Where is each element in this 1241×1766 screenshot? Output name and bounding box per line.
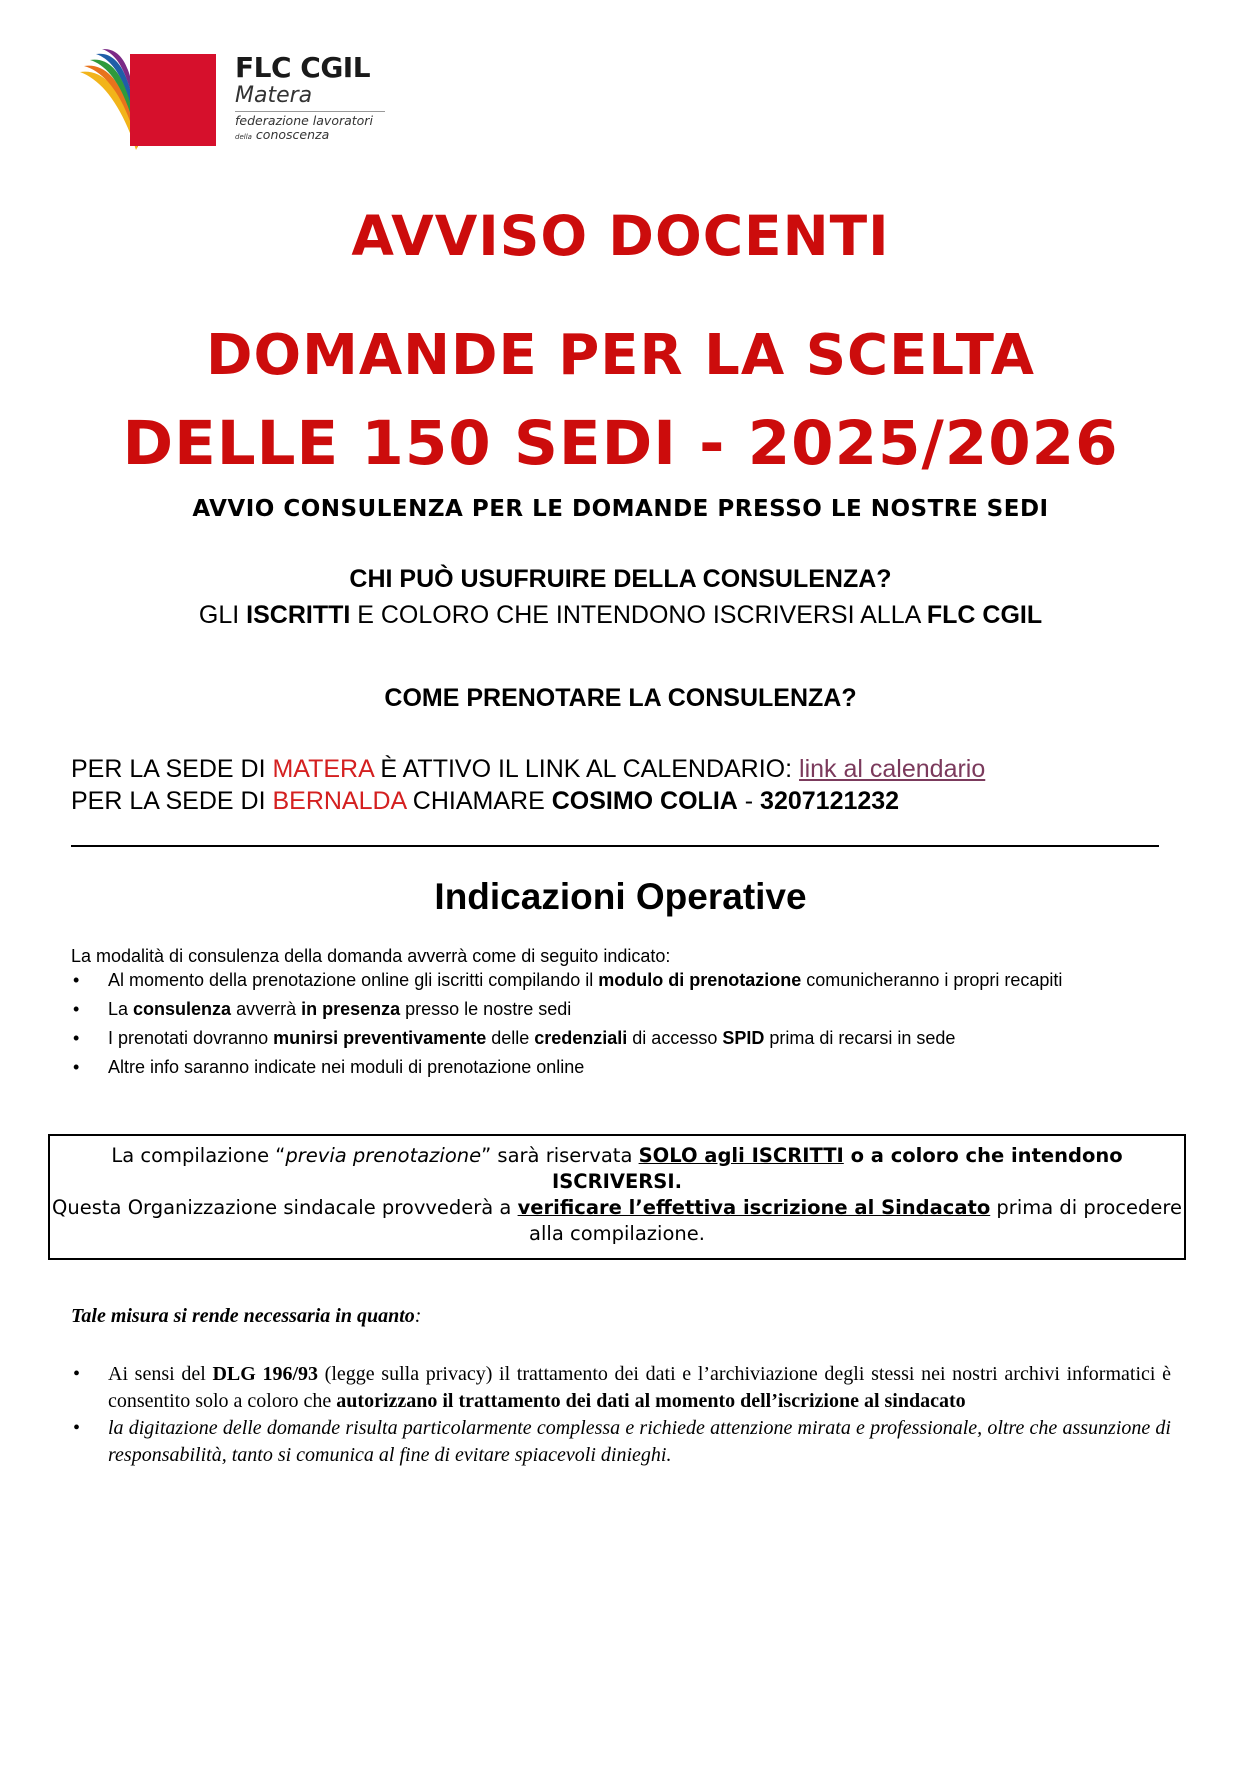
item-bold: munirsi preventivamente — [273, 1028, 487, 1048]
sede-city-matera: MATERA — [272, 755, 374, 783]
title-avviso: AVVISO DOCENTI — [351, 204, 890, 268]
sede-bernalda-line — [71, 786, 899, 816]
contact-name: COSIMO COLIA — [551, 787, 738, 815]
item-text: avverrà — [231, 999, 302, 1019]
notice-box — [48, 1134, 1186, 1260]
answer-flc-cgil: FLC CGIL — [926, 601, 1043, 629]
bullet: • — [73, 999, 80, 1019]
section-intro: La modalità di consulenza della domanda avverrà come di seguito indicato: — [71, 946, 671, 966]
sede-text: - — [737, 787, 761, 815]
operative-list — [71, 968, 1171, 1079]
item-text: prima di recarsi in sede — [764, 1028, 956, 1048]
logo-subtitle-small: della — [235, 133, 252, 141]
item-text: la digitazione delle domande risulta particolarmente complessa e richiede attenzione mirata e professionale, oltre che assunzione di responsabilità, tanto si comunica al fine di evitare spiacevoli dinieghi. — [108, 1417, 1171, 1466]
bullet: • — [73, 1417, 81, 1439]
sede-text: È ATTIVO IL LINK AL CALENDARIO: — [373, 755, 800, 783]
item-bold: consulenza — [133, 999, 232, 1019]
notice-underlined: SOLO agli ISCRITTI — [638, 1144, 844, 1167]
list-item — [71, 1055, 1171, 1079]
logo-name: FLC CGIL — [235, 51, 371, 84]
logo-subtitle-1: federazione lavoratori — [235, 113, 373, 128]
calendar-link[interactable]: link al calendario — [799, 755, 986, 783]
item-bold: SPID — [722, 1028, 765, 1048]
item-text: Altre info saranno indicate nei moduli di prenotazione online — [108, 1057, 585, 1077]
logo-city: Matera — [235, 83, 313, 108]
notice-line-2 — [50, 1195, 1184, 1247]
notice-text: prima di procedere alla compilazione. — [529, 1196, 1182, 1245]
answer-who — [0, 601, 1241, 630]
section-title: Indicazioni Operative — [434, 876, 807, 917]
notice-italic: previa prenotazione — [285, 1144, 482, 1167]
item-bold: credenziali — [534, 1028, 628, 1048]
subtitle: AVVIO CONSULENZA PER LE DOMANDE PRESSO LE NOSTRE SEDI — [192, 496, 1049, 522]
item-bold: autorizzano il trattamento dei dati al momento dell’iscrizione al sindacato — [336, 1390, 966, 1412]
list-item — [71, 1361, 1171, 1415]
notice-underlined: verificare l’effettiva iscrizione al Sindacato — [517, 1196, 991, 1219]
notice-line-1 — [50, 1143, 1184, 1195]
item-text: comunicheranno i propri recapiti — [801, 970, 1063, 990]
question-how: COME PRENOTARE LA CONSULENZA? — [384, 684, 857, 712]
notice-text: Questa Organizzazione sindacale provvederà a — [52, 1196, 518, 1219]
list-item — [71, 968, 1171, 992]
answer-iscritti: ISCRITTI — [246, 601, 351, 629]
title-domande: DOMANDE PER LA SCELTA — [206, 323, 1035, 388]
answer-text: E COLORO CHE INTENDONO ISCRIVERSI ALLA — [350, 601, 927, 629]
sede-text: PER LA SEDE DI — [71, 755, 273, 783]
item-text: Ai sensi del — [108, 1363, 213, 1385]
sede-text: CHIAMARE — [405, 787, 552, 815]
item-bold: modulo di prenotazione — [598, 970, 802, 990]
item-text: presso le nostre sedi — [400, 999, 572, 1019]
item-text: delle — [486, 1028, 535, 1048]
sede-city-bernalda: BERNALDA — [272, 787, 406, 815]
bullet: • — [73, 1057, 80, 1077]
title-sedi: DELLE 150 SEDI - 2025/2026 — [122, 408, 1119, 479]
divider — [71, 845, 1159, 847]
flc-cgil-logo — [78, 48, 398, 158]
logo-divider — [235, 111, 385, 112]
item-text: (legge sulla privacy) il trattamento dei dati e l’archiviazione degli stessi nei nostri archivi informatici è consentito solo a coloro che — [108, 1363, 1171, 1412]
list-item — [71, 1026, 1171, 1050]
measure-title: Tale misura si rende necessaria in quanto — [71, 1305, 415, 1327]
bullet: • — [73, 970, 80, 990]
item-bold: DLG 196/93 — [212, 1363, 318, 1385]
item-text: La — [108, 999, 134, 1019]
measure-heading — [71, 1305, 421, 1328]
item-text: di accesso — [627, 1028, 723, 1048]
notice-text: ” sarà riservata — [481, 1144, 639, 1167]
bullet: • — [73, 1028, 80, 1048]
contact-phone: 3207121232 — [760, 787, 900, 815]
bullet: • — [73, 1363, 81, 1385]
measure-colon: : — [414, 1305, 422, 1327]
item-bold: in presenza — [301, 999, 401, 1019]
sede-matera-line — [71, 754, 985, 784]
question-who: CHI PUÒ USUFRUIRE DELLA CONSULENZA? — [349, 565, 892, 593]
measure-list — [71, 1361, 1171, 1469]
logo-fan-icon — [78, 48, 228, 158]
item-text: I prenotati dovranno — [108, 1028, 274, 1048]
item-text: Al momento della prenotazione online gli iscritti compilando il — [108, 970, 599, 990]
sede-text: PER LA SEDE DI — [71, 787, 273, 815]
answer-text: GLI — [198, 601, 247, 629]
notice-bold: o a coloro che intendono ISCRIVERSI. — [551, 1144, 1123, 1193]
logo-subtitle-word: conoscenza — [255, 127, 330, 142]
notice-text: La compilazione “ — [111, 1144, 286, 1167]
logo-subtitle-2 — [235, 128, 385, 144]
list-item — [71, 997, 1171, 1021]
list-item — [71, 1415, 1171, 1469]
